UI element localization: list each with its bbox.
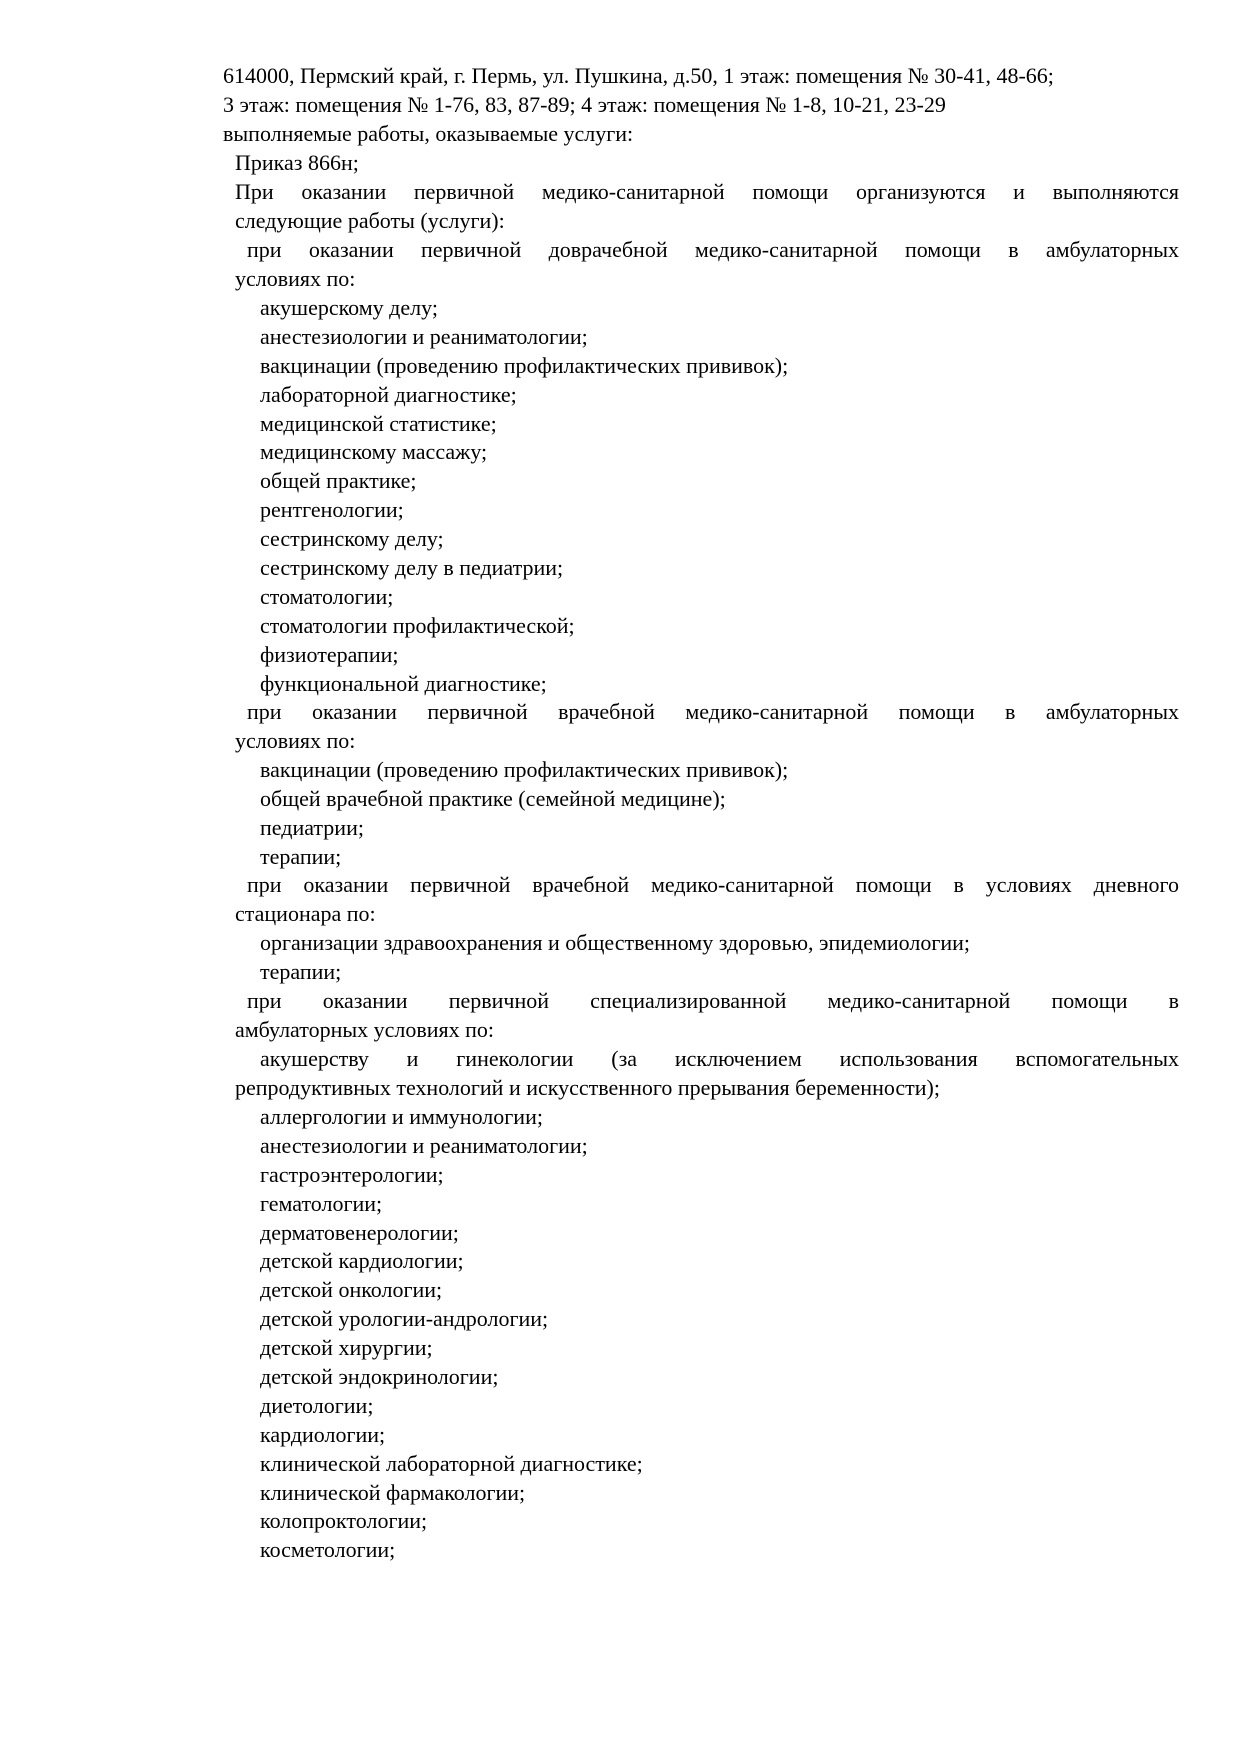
- list-item: гематологии;: [260, 1190, 383, 1216]
- list-item: детской хирургии;: [260, 1335, 433, 1361]
- section-heading-line-1: при оказании первичной врачебной медико-санитарной помощи в условиях дневного: [247, 872, 1179, 897]
- section-heading-line-2: амбулаторных условиях по:: [235, 1016, 495, 1042]
- list-item: терапии;: [260, 843, 342, 869]
- list-item: дерматовенерологии;: [260, 1219, 459, 1245]
- list-item: общей практике;: [260, 468, 417, 494]
- section-prehospital-outpatient: [235, 236, 1179, 294]
- address-line-1: 614000, Пермский край, г. Пермь, ул. Пушкина, д.50, 1 этаж: помещения № 30-41, 48-66;: [223, 63, 1054, 88]
- list-item: сестринскому делу в педиатрии;: [260, 555, 564, 581]
- list-item: лабораторной диагностике;: [260, 381, 517, 407]
- address-block: [223, 62, 1183, 149]
- list-item: функциональной диагностике;: [260, 670, 547, 696]
- list-item: детской урологии-андрологии;: [260, 1306, 549, 1332]
- section-physician-outpatient: [235, 698, 1179, 756]
- section-heading-line-2: условиях по:: [235, 265, 356, 291]
- list-item: общей врачебной практике (семейной медицине);: [260, 785, 726, 811]
- section-specialized-outpatient: [235, 987, 1179, 1045]
- list-item: организации здравоохранения и общественному здоровью, эпидемиологии;: [260, 930, 971, 955]
- list-item: вакцинации (проведению профилактических прививок);: [260, 352, 789, 378]
- list-item: анестезиологии и реаниматологии;: [260, 323, 588, 349]
- order-text: Приказ 866н;: [235, 150, 359, 175]
- list-item: косметологии;: [260, 1537, 396, 1563]
- intro-line-2: следующие работы (услуги):: [235, 207, 505, 233]
- list-item: акушерскому делу;: [260, 295, 438, 320]
- list-item: вакцинации (проведению профилактических прививок);: [260, 757, 789, 782]
- section-physician-day-hospital: [235, 871, 1179, 929]
- wrapped-item-line-2: репродуктивных технологий и искусственного прерывания беременности);: [235, 1074, 940, 1100]
- section-2-items: [260, 756, 788, 872]
- address-line-3: выполняемые работы, оказываемые услуги:: [223, 120, 634, 146]
- list-item: аллергологии и иммунологии;: [260, 1104, 543, 1129]
- list-item: клинической лабораторной диагностике;: [260, 1450, 643, 1476]
- section-heading-line-1: при оказании первичной специализированной медико-санитарной помощи в: [247, 988, 1179, 1013]
- section-3-items: [260, 929, 970, 987]
- list-item: терапии;: [260, 958, 342, 984]
- intro-paragraph: [235, 178, 1179, 236]
- list-item: стоматологии;: [260, 583, 394, 609]
- list-item: сестринскому делу;: [260, 526, 444, 552]
- list-item: анестезиологии и реаниматологии;: [260, 1132, 588, 1158]
- list-item: рентгенологии;: [260, 497, 404, 523]
- list-item: детской эндокринологии;: [260, 1364, 499, 1390]
- address-line-2: 3 этаж: помещения № 1-76, 83, 87-89; 4 этаж: помещения № 1-8, 10-21, 23-29: [223, 91, 946, 117]
- list-item: диетологии;: [260, 1392, 374, 1418]
- list-item: кардиологии;: [260, 1421, 386, 1447]
- list-item: медицинскому массажу;: [260, 439, 488, 465]
- section-heading-line-2: стационара по:: [235, 900, 376, 926]
- section-heading-line-1: при оказании первичной доврачебной медико-санитарной помощи в амбулаторных: [247, 237, 1179, 262]
- section-4-items: [260, 1103, 643, 1565]
- list-item: детской онкологии;: [260, 1277, 443, 1303]
- section-1-items: [260, 294, 788, 698]
- intro-line-1: При оказании первичной медико-санитарной помощи организуются и выполняются: [235, 179, 1179, 204]
- list-item: детской кардиологии;: [260, 1248, 464, 1274]
- list-item: гастроэнтерологии;: [260, 1161, 444, 1187]
- wrapped-list-item: [235, 1045, 1179, 1103]
- section-heading-line-2: условиях по:: [235, 727, 356, 753]
- list-item: колопроктологии;: [260, 1508, 428, 1534]
- list-item: физиотерапии;: [260, 641, 399, 667]
- order-reference: [235, 149, 359, 178]
- list-item: медицинской статистике;: [260, 410, 497, 436]
- list-item: педиатрии;: [260, 814, 364, 840]
- list-item: стоматологии профилактической;: [260, 612, 575, 638]
- list-item: клинической фармакологии;: [260, 1479, 526, 1505]
- section-heading-line-1: при оказании первичной врачебной медико-санитарной помощи в амбулаторных: [247, 699, 1179, 724]
- wrapped-item-line-1: акушерству и гинекологии (за исключением использования вспомогательных: [260, 1046, 1179, 1071]
